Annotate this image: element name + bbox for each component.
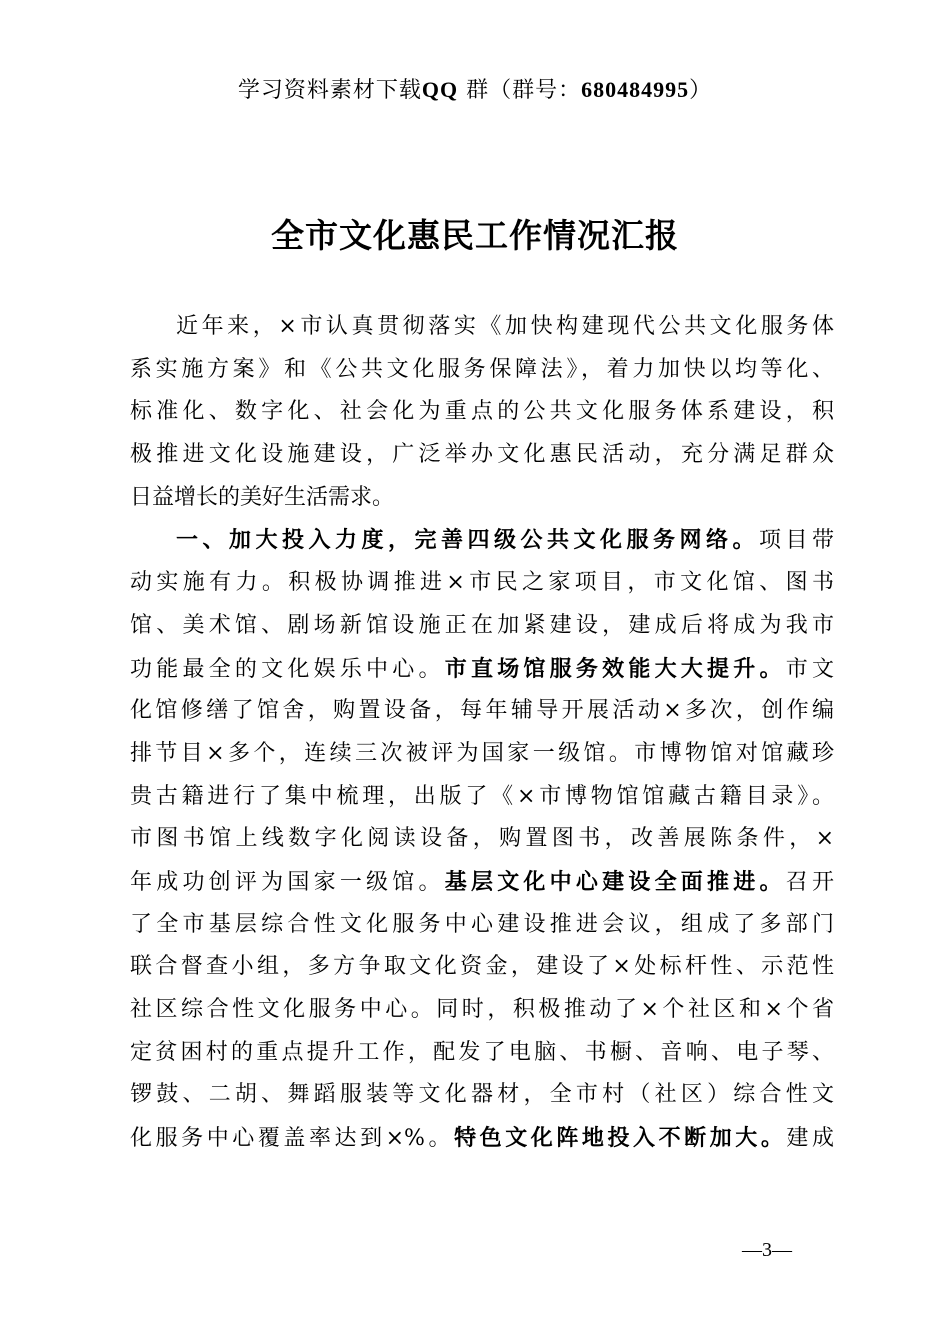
section1-line: 排节目×多个，连续三次被评为国家一级馆。市博物馆对馆藏珍 [130, 740, 834, 766]
section1-text: 化服务中心覆盖率达到×%。 [130, 1126, 455, 1152]
download-note [0, 72, 950, 109]
page-number: —3— [742, 1239, 792, 1261]
section1-line: 动实施有力。积极协调推进×市民之家项目，市文化馆、图书 [130, 570, 834, 596]
document-title: 全市文化惠民工作情况汇报 [271, 216, 679, 255]
section1-heading: 一、加大投入力度，完善四级公共文化服务网络。 [176, 527, 759, 554]
intro-line: 极推进文化设施建设，广泛举办文化惠民活动，充分满足群众 [130, 442, 834, 468]
intro-line: 近年来，×市认真贯彻落实《加快构建现代公共文化服务体 [176, 314, 834, 339]
section1-subheading: 市直场馆服务效能大大提升。 [444, 655, 786, 682]
download-note-middle: 群（群号： [458, 78, 582, 103]
section1-line [130, 648, 834, 691]
section1-line: 联合督查小组，多方争取文化资金，建设了×处标杆性、示范性 [130, 954, 834, 980]
section1-text: 市文 [785, 656, 834, 682]
section1-text: 功能最全的文化娱乐中心。 [130, 656, 445, 682]
section1-line: 锣鼓、二胡、舞蹈服装等文化器材，全市村（社区）综合性文 [130, 1082, 834, 1108]
download-note-suffix: ） [689, 78, 713, 103]
intro-line: 标准化、数字化、社会化为重点的公共文化服务体系建设，积 [130, 399, 834, 425]
section1-text: 建成 [786, 1126, 834, 1152]
section1-line [130, 519, 834, 562]
download-note-prefix: 学习资料素材下载 [237, 78, 422, 103]
section1-line: 市图书馆上线数字化阅读设备，购置图书，改善展陈条件，× [130, 826, 834, 852]
section1-line: 定贫困村的重点提升工作，配发了电脑、书橱、音响、电子琴、 [130, 1039, 834, 1065]
download-note-qq: QQ [421, 77, 459, 102]
section1-subheading: 基层文化中心建设全面推进。 [444, 868, 786, 895]
section1-line: 了全市基层综合性文化服务中心建设推进会议，组成了多部门 [130, 911, 834, 937]
section1-text: 召开 [785, 869, 834, 895]
section1-line [130, 861, 834, 904]
section1-text: 年成功创评为国家一级馆。 [130, 869, 445, 895]
section1-line: 贵古籍进行了集中梳理，出版了《×市博物馆馆藏古籍目录》。 [130, 783, 834, 809]
section1-line: 馆、美术馆、剧场新馆设施正在加紧建设，建成后将成为我市 [130, 612, 834, 638]
intro-line: 系实施方案》和《公共文化服务保障法》，着力加快以均等化、 [130, 356, 834, 382]
intro-line: 日益增长的美好生活需求。 [130, 484, 395, 510]
section1-line: 化馆修缮了馆舍，购置设备，每年辅导开展活动×多次，创作编 [130, 698, 834, 724]
document-body [130, 306, 834, 1160]
section1-subheading: 特色文化阵地投入不断加大。 [454, 1125, 787, 1152]
section1-text: 项目带 [758, 528, 834, 554]
download-note-number: 680484995 [581, 77, 690, 102]
section1-line [130, 1117, 834, 1160]
section1-line: 社区综合性文化服务中心。同时，积极推动了×个社区和×个省 [130, 997, 834, 1022]
